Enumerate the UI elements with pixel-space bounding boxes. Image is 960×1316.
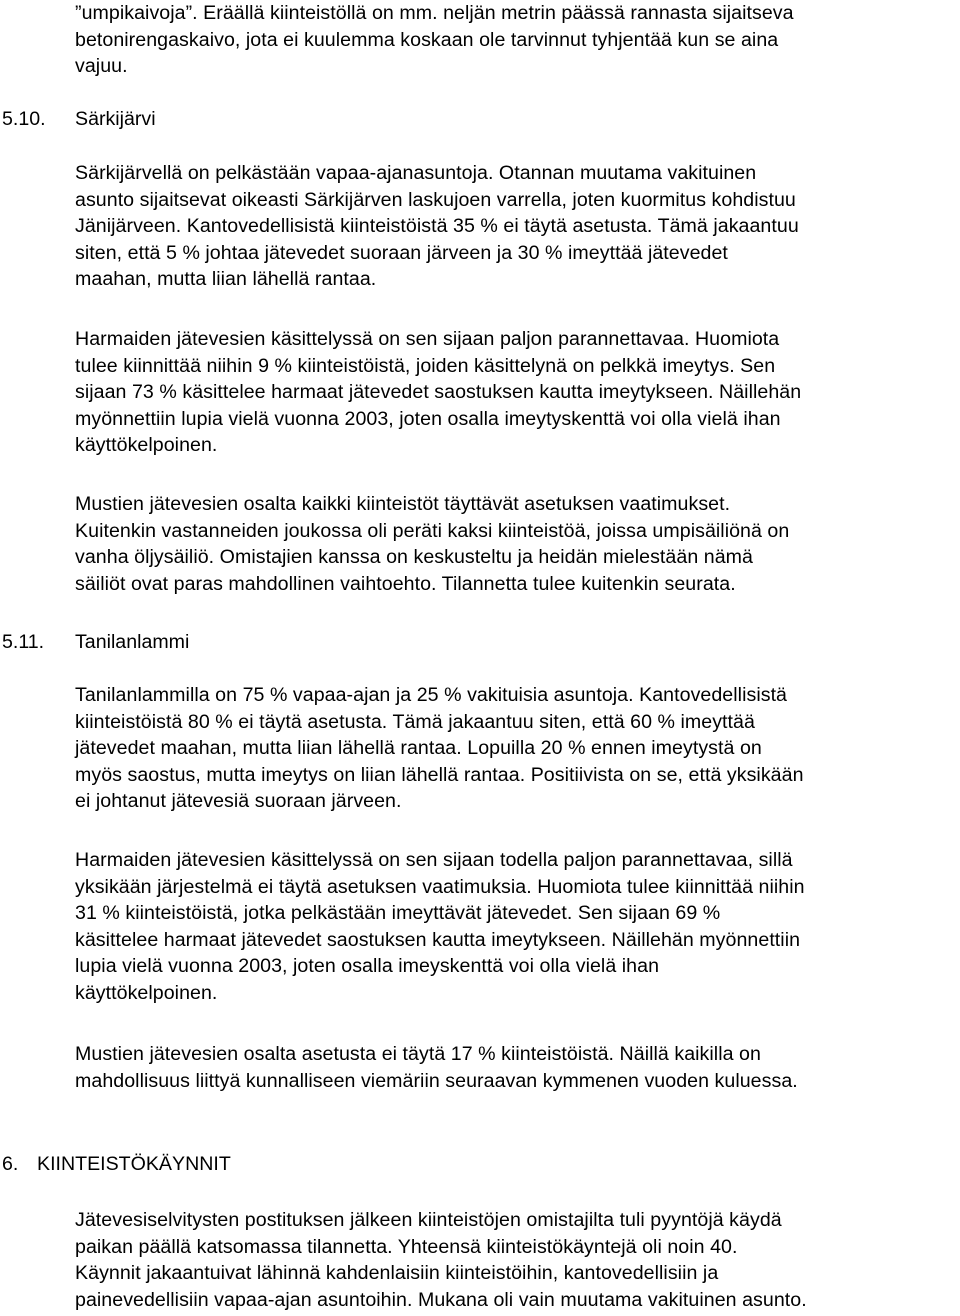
section-title: KIINTEISTÖKÄYNNIT: [37, 1153, 231, 1175]
paragraph-tanilanlammi-3: Mustien jätevesien osalta asetusta ei täytä 17 % kiinteistöistä. Näillä kaikilla on mahdollisuus liittyä kunnalliseen viemäriin seuraavan kymmenen vuoden kuluessa.: [75, 1043, 798, 1092]
paragraph-intro-continuation: ”umpikaivoja”. Eräällä kiinteistöllä on mm. neljän metrin päässä rannasta sijaitseva betonirengaskaivo, jota ei kuulemma koskaan ole tarvinnut tyhjentää kun se aina vajuu.: [75, 2, 794, 78]
section-heading-tanilanlammi: [2, 629, 190, 656]
paragraph-sarkijarvi-1: Särkijärvellä on pelkästään vapaa-ajanasuntoja. Otannan muutama vakituinen asunto sijaitsevat oikeasti Särkijärven laskujoen varrella, joten kuormitus kohdistuu Jänijärveen. Kantovedellisistä kiinteistöistä 35 % ei täytä asetusta. Tämä jakaantuu siten, että 5 % johtaa jätevedet suoraan järveen ja 30 % imeyttää jätevedet maahan, mutta liian lähellä rantaa.: [75, 162, 799, 291]
paragraph-sarkijarvi-2: Harmaiden jätevesien käsittelyssä on sen sijaan paljon parannettavaa. Huomiota tulee kiinnittää niihin 9 % kiinteistöistä, joiden käsittelynä on pelkkä imeytys. Sen sijaan 73 % käsittelee harmaat jätevedet saostuksen kautta imeytykseen. Näillehän myönnettiin lupia vielä vuonna 2003, joten osalla imeytyskenttä voi olla vielä ihan käyttökelpoinen.: [75, 328, 802, 457]
section-title: Tanilanlammi: [75, 631, 190, 653]
paragraph-kiinteistokaynnit-1: Jätevesiselvitysten postituksen jälkeen kiinteistöjen omistajilta tuli pyyntöjä käydä paikan päällä katsomassa tilannetta. Yhteensä kiinteistökäyntejä oli noin 40. Käynnit jakaantuivat lähinnä kahdenlaisiin kiinteistöihin, kantovedellisiin ja painevedellisiin vapaa-ajan asuntoihin. Mukana oli vain muutama vakituinen asunto.: [75, 1209, 807, 1311]
paragraph-sarkijarvi-3: Mustien jätevesien osalta kaikki kiinteistöt täyttävät asetuksen vaatimukset. Kuitenkin vastanneiden joukossa oli peräti kaksi kiinteistöä, joissa umpisäiliönä on vanha öljysäiliö. Omistajien kanssa on keskusteltu ja heidän mielestään nämä säiliöt ovat paras mahdollinen vaihtoehto. Tilannetta tulee kuitenkin seurata.: [75, 493, 790, 595]
section-number: 5.11.: [2, 631, 45, 653]
paragraph-tanilanlammi-2: Harmaiden jätevesien käsittelyssä on sen sijaan todella paljon parannettavaa, sillä yksikään järjestelmä ei täytä asetuksen vaatimuksia. Huomiota tulee kiinnittää niihin 31 % kiinteistöistä, jotka pelkästään imeyttävät jätevedet. Sen sijaan 69 % käsittelee harmaat jätevedet saostuksen kautta imeytykseen. Näillehän myönnettiin lupia vielä vuonna 2003, joten osalla imeyskenttä voi olla vielä ihan käyttökelpoinen.: [75, 849, 805, 1004]
section-number: 5.10.: [2, 108, 46, 130]
section-heading-kiinteistokaynnit: [2, 1151, 231, 1178]
paragraph-tanilanlammi-1: Tanilanlammilla on 75 % vapaa-ajan ja 25 % vakituisia asuntoja. Kantovedellisistä kiinteistöistä 80 % ei täytä asetusta. Tämä jakaantuu siten, että 60 % imeyttää jätevedet maahan, mutta liian lähellä rantaa. Lopuilla 20 % ennen imeytystä on myös saostus, mutta imeytys on liian lähellä rantaa. Positiivista on se, että yksikään ei johtanut jätevesiä suoraan järveen.: [75, 684, 804, 813]
section-number: 6.: [2, 1153, 19, 1175]
section-title: Särkijärvi: [75, 108, 156, 130]
section-heading-sarkijarvi: [2, 106, 156, 133]
